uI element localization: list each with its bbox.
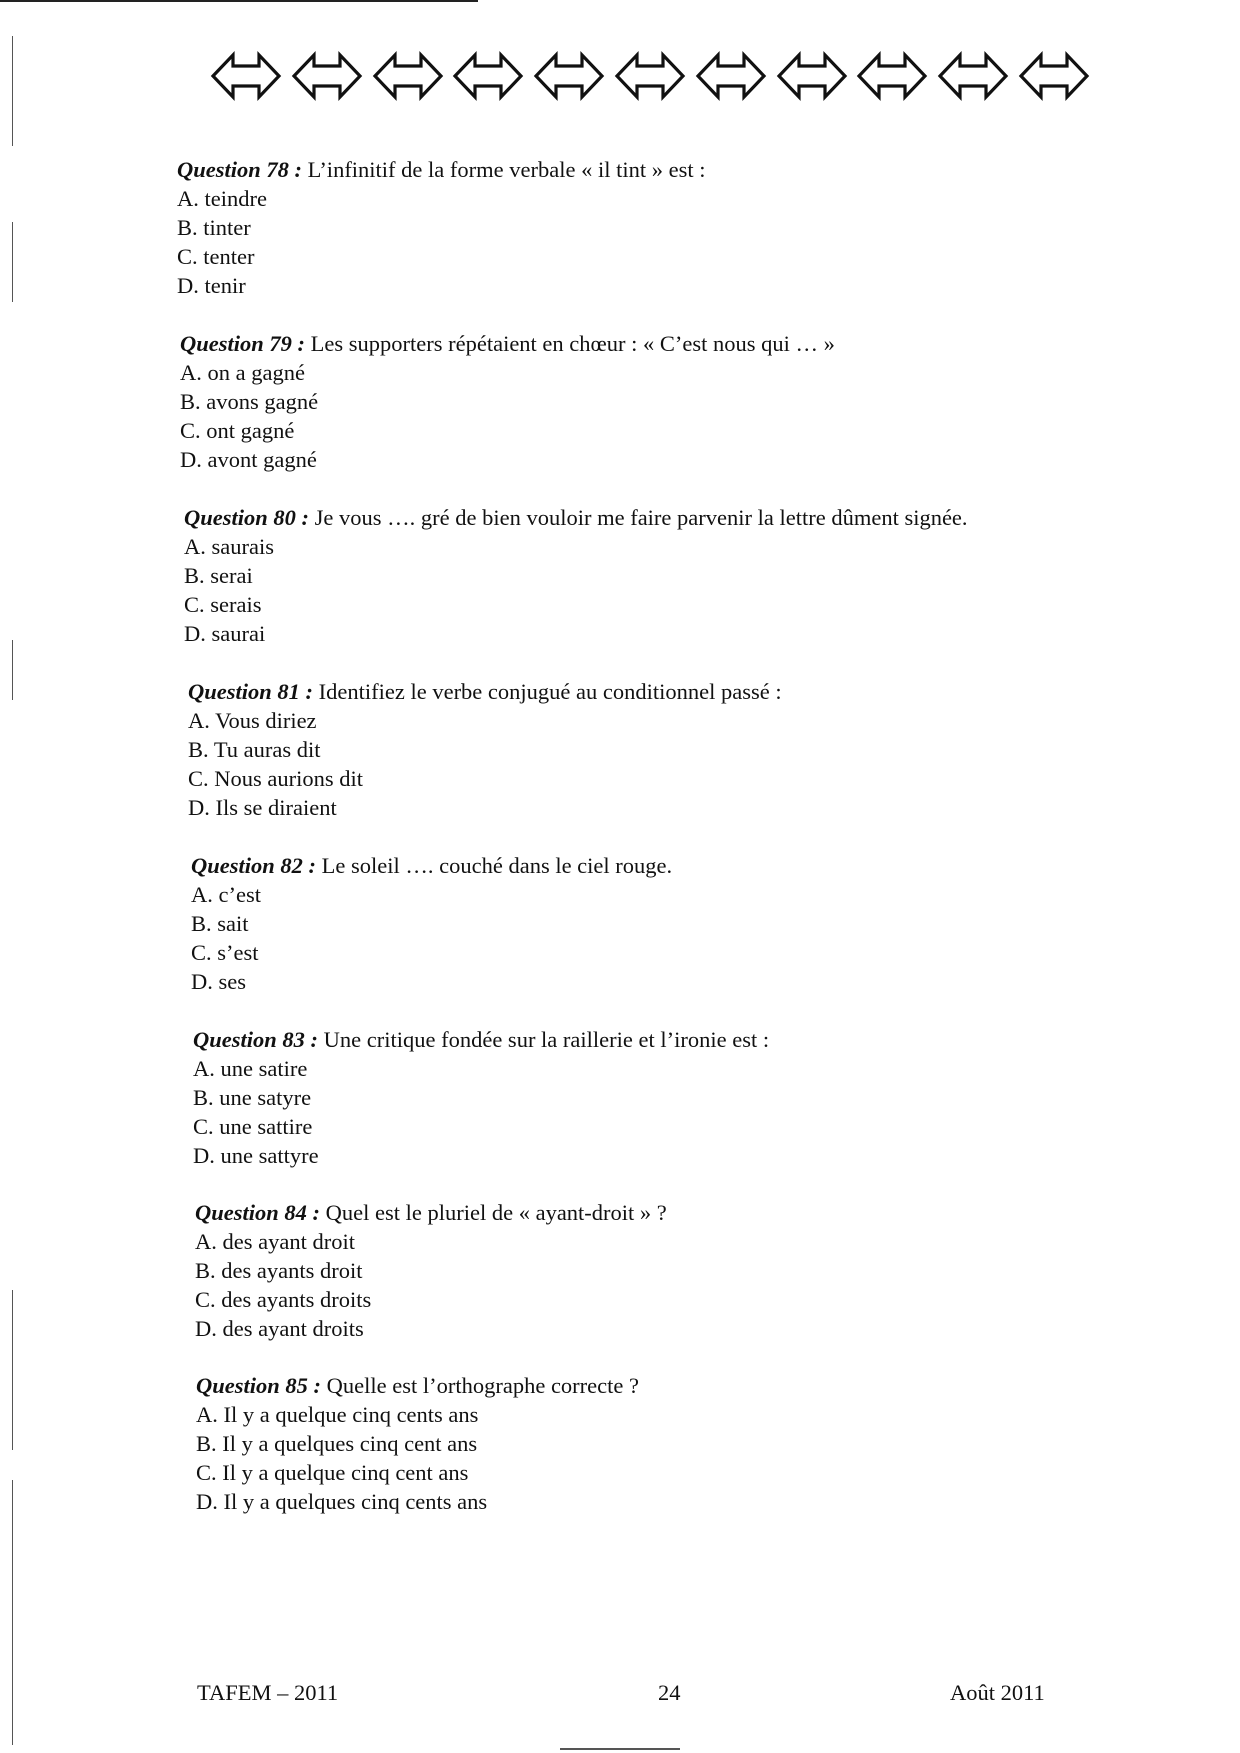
answer-option-b: B. serai <box>184 563 253 588</box>
answer-option-d: D. saurai <box>184 621 266 646</box>
double-headed-arrow-icon <box>937 50 1009 102</box>
question-78 <box>177 155 1077 300</box>
double-headed-arrow-icon <box>372 50 444 102</box>
question-prompt <box>191 851 1091 880</box>
question-number: Question 84 : <box>195 1200 321 1225</box>
footer-date: Août 2011 <box>950 1680 1045 1705</box>
answer-option-c: C. des ayants droits <box>195 1287 372 1312</box>
answer-option-d: D. une sattyre <box>193 1143 319 1168</box>
question-prompt <box>195 1198 1095 1227</box>
question-80 <box>184 503 1084 648</box>
answer-option-d: D. des ayant droits <box>195 1316 364 1341</box>
question-prompt <box>180 329 1080 358</box>
answer-option-c: C. tenter <box>177 244 255 269</box>
answer-option-b: B. tinter <box>177 215 251 240</box>
answer-option-c: C. ont gagné <box>180 418 295 443</box>
question-text: Identifiez le verbe conjugué au conditionnel passé : <box>318 679 782 704</box>
question-number: Question 83 : <box>193 1027 319 1052</box>
answer-option-a: A. Vous diriez <box>188 708 317 733</box>
answer-option-b: B. Tu auras dit <box>188 737 321 762</box>
answer-option-a: A. une satire <box>193 1056 308 1081</box>
question-prompt <box>196 1371 1096 1400</box>
answer-option-a: A. teindre <box>177 186 267 211</box>
answer-option-c: C. Il y a quelque cinq cent ans <box>196 1460 469 1485</box>
answer-option-b: B. une satyre <box>193 1085 312 1110</box>
double-headed-arrow-icon <box>695 50 767 102</box>
answer-option-c: C. une sattire <box>193 1114 313 1139</box>
answer-option-b: B. avons gagné <box>180 389 319 414</box>
double-headed-arrow-icon <box>210 50 282 102</box>
question-text: Je vous …. gré de bien vouloir me faire parvenir la lettre dûment signée. <box>314 505 968 530</box>
question-81 <box>188 677 1088 822</box>
scan-edge-left <box>12 222 13 302</box>
double-headed-arrow-icon <box>1018 50 1090 102</box>
scan-edge-left <box>12 640 13 700</box>
question-number: Question 81 : <box>188 679 314 704</box>
question-85 <box>196 1371 1096 1516</box>
question-text: Quel est le pluriel de « ayant-droit » ? <box>325 1200 667 1225</box>
scan-edge-left <box>12 36 13 146</box>
question-82 <box>191 851 1091 996</box>
answer-option-a: A. des ayant droit <box>195 1229 355 1254</box>
footer-page-number: 24 <box>658 1680 681 1705</box>
question-number: Question 80 : <box>184 505 310 530</box>
answer-option-d: D. ses <box>191 969 246 994</box>
scan-edge-bottom <box>560 1748 680 1750</box>
answer-option-d: D. Il y a quelques cinq cents ans <box>196 1489 488 1514</box>
question-79 <box>180 329 1080 474</box>
answer-option-b: B. sait <box>191 911 249 936</box>
answer-option-c: C. s’est <box>191 940 259 965</box>
answer-option-a: A. c’est <box>191 882 261 907</box>
question-number: Question 85 : <box>196 1373 322 1398</box>
question-number: Question 82 : <box>191 853 317 878</box>
scan-edge-left <box>12 1480 13 1745</box>
answer-option-d: D. tenir <box>177 273 246 298</box>
double-headed-arrow-icon <box>614 50 686 102</box>
double-headed-arrow-icon <box>856 50 928 102</box>
question-prompt <box>188 677 1088 706</box>
answer-option-c: C. serais <box>184 592 262 617</box>
answer-option-c: C. Nous aurions dit <box>188 766 364 791</box>
double-headed-arrow-icon <box>291 50 363 102</box>
answer-option-a: A. Il y a quelque cinq cents ans <box>196 1402 479 1427</box>
question-prompt <box>184 503 1084 532</box>
answer-option-d: D. Ils se diraient <box>188 795 337 820</box>
question-text: L’infinitif de la forme verbale « il tint » est : <box>307 157 706 182</box>
double-headed-arrow-icon <box>452 50 524 102</box>
answer-option-a: A. saurais <box>184 534 274 559</box>
double-headed-arrow-icon <box>533 50 605 102</box>
answer-option-b: B. Il y a quelques cinq cent ans <box>196 1431 478 1456</box>
scan-edge-left <box>12 1290 13 1450</box>
footer-exam-name: TAFEM – 2011 <box>197 1680 339 1705</box>
double-headed-arrow-icon <box>776 50 848 102</box>
arrow-decoration-row <box>210 44 1090 108</box>
question-text: Une critique fondée sur la raillerie et l’ironie est : <box>323 1027 770 1052</box>
question-number: Question 78 : <box>177 157 303 182</box>
answer-option-a: A. on a gagné <box>180 360 305 385</box>
question-prompt <box>177 155 1077 184</box>
question-text: Quelle est l’orthographe correcte ? <box>326 1373 639 1398</box>
question-84 <box>195 1198 1095 1343</box>
question-number: Question 79 : <box>180 331 306 356</box>
scan-edge-top <box>0 0 478 2</box>
question-prompt <box>193 1025 1093 1054</box>
answer-option-d: D. avont gagné <box>180 447 317 472</box>
question-83 <box>193 1025 1093 1170</box>
question-text: Le soleil …. couché dans le ciel rouge. <box>321 853 673 878</box>
answer-option-b: B. des ayants droit <box>195 1258 363 1283</box>
question-text: Les supporters répétaient en chœur : « C’est nous qui … » <box>310 331 835 356</box>
